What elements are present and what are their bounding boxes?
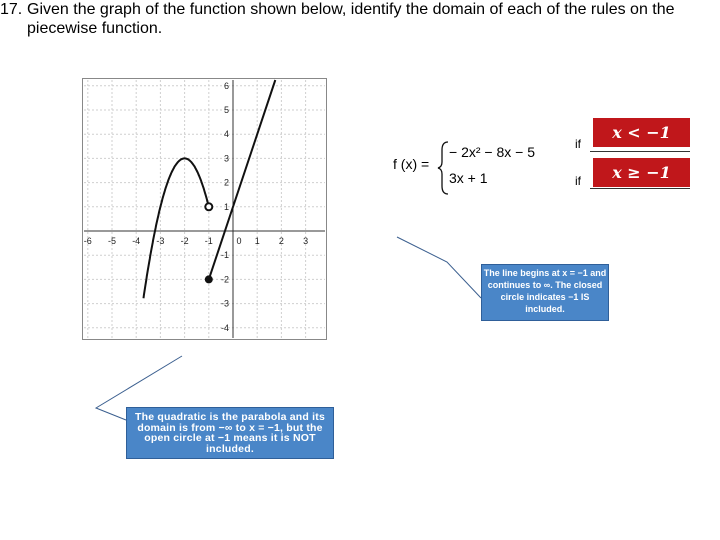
x-tick-label: 3 [303, 236, 309, 246]
x-tick-label: 2 [278, 236, 284, 246]
condition-box-2: x ≥ −1 [593, 158, 690, 187]
case1-expression: − 2x² − 8x − 5 [449, 144, 535, 160]
y-tick-label: -1 [220, 250, 229, 261]
y-tick-label: 4 [223, 129, 229, 140]
x-tick-label: -1 [204, 236, 213, 246]
x-tick-label: -5 [107, 236, 117, 246]
quadratic-domain-callout: The quadratic is the parabola and its domain is from −∞ to x = −1, but the open circle at −1 means it is NOT included. [126, 407, 334, 459]
line-domain-callout: The line begins at x = −1 and continues to ∞. The closed circle indicates −1 IS included. [481, 264, 609, 321]
y-tick-label: -3 [220, 298, 229, 309]
y-tick-label: 2 [223, 177, 229, 188]
function-lhs: f (x) = [393, 156, 430, 172]
y-tick-label: 5 [223, 105, 229, 115]
x-tick-label: -2 [180, 236, 189, 246]
case2-expression: 3x + 1 [449, 170, 488, 186]
callout1-pointer [397, 237, 481, 298]
question-text: Given the graph of the function shown below, identify the domain of each of the rules on the piecewise function. [27, 1, 675, 37]
condition-box-1: x < −1 [593, 118, 690, 147]
x-tick-label: -6 [83, 236, 92, 246]
x-tick-label: -3 [156, 236, 165, 246]
if-label-2: if [575, 174, 581, 188]
x-tick-label: -4 [132, 236, 141, 246]
x-tick-label: 1 [254, 236, 260, 246]
y-tick-label: 1 [223, 201, 229, 212]
y-tick-label: -4 [220, 322, 229, 333]
y-tick-label: 3 [223, 153, 229, 164]
if-label-1: if [575, 137, 581, 151]
y-tick-label: -2 [220, 274, 229, 285]
y-tick-label: 6 [223, 80, 229, 91]
question-number: 17. [0, 1, 23, 18]
x-tick-label: 0 [236, 236, 242, 246]
